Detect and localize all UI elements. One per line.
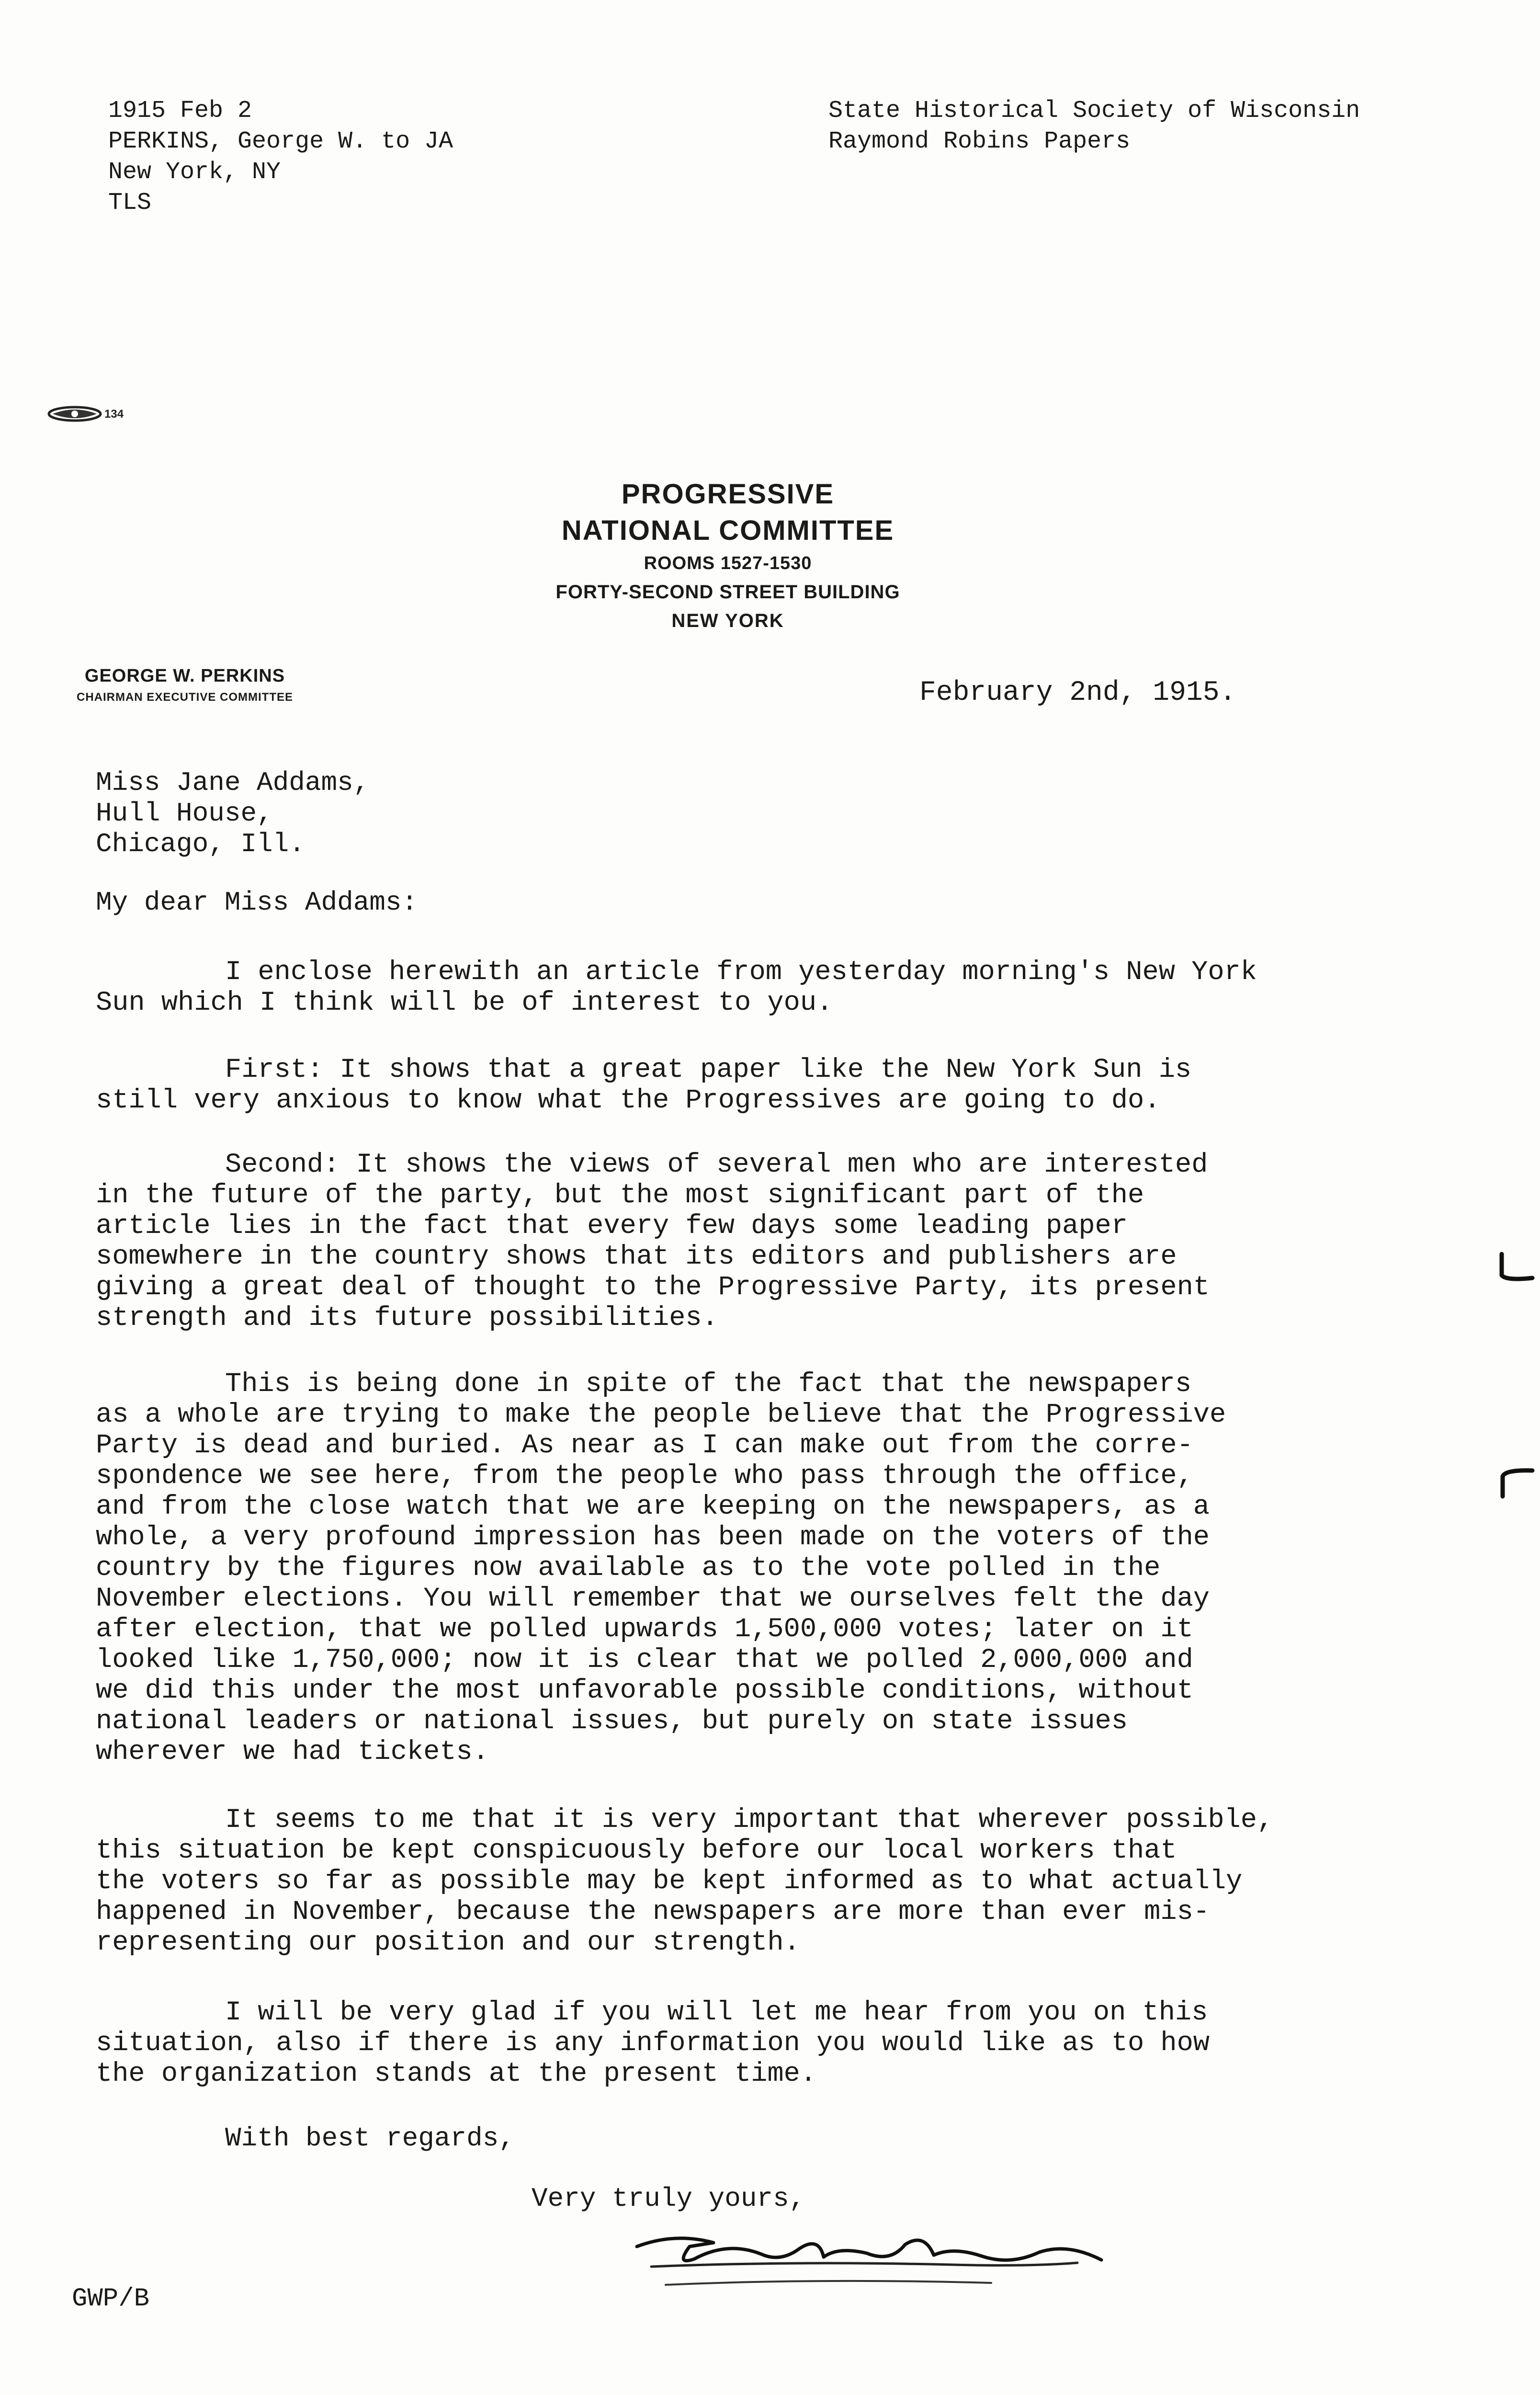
paragraph-line: country by the figures now available as to the vote polled in the: [96, 1553, 1161, 1584]
paragraph-line: the organization stands at the present time.: [96, 2059, 817, 2089]
paragraph-line: national leaders or national issues, but purely on state issues: [96, 1706, 1128, 1737]
paragraph-line: still very anxious to know what the Progressives are going to do.: [96, 1085, 1161, 1116]
paragraph-line: Sun which I think will be of interest to you.: [96, 988, 833, 1018]
paragraph-2: [96, 1055, 1370, 1116]
reference-initials: GWP/B: [72, 2284, 150, 2314]
paragraph-line: First: It shows that a great paper like the New York Sun is: [225, 1055, 1192, 1085]
paragraph-line: looked like 1,750,000; now it is clear that we polled 2,000,000 and: [96, 1645, 1193, 1676]
paragraph-1: [96, 957, 1370, 1018]
union-label-icon: [46, 403, 137, 424]
paragraph-6: [96, 1997, 1370, 2089]
letter-date: February 2nd, 1915.: [919, 677, 1236, 708]
archive-repository: State Historical Society of Wisconsin: [828, 97, 1360, 125]
paragraph-line: we did this under the most unfavorable possible conditions, without: [96, 1676, 1193, 1706]
paragraph-line: whole, a very profound impression has been made on the voters of the: [96, 1522, 1210, 1553]
archive-place: New York, NY: [108, 159, 281, 186]
paragraph-line: Party is dead and buried. As near as I can make out from the corre-: [96, 1430, 1193, 1461]
paragraph-line: November elections. You will remember that we ourselves felt the day: [96, 1584, 1210, 1614]
paragraph-line: It seems to me that it is very important that wherever possible,: [225, 1805, 1274, 1836]
handwritten-signature: [618, 2213, 1125, 2309]
salutation: My dear Miss Addams:: [96, 887, 418, 918]
paragraph-line: and from the close watch that we are keeping on the newspapers, as a: [96, 1492, 1210, 1522]
paragraph-line: as a whole are trying to make the people believe that the Progressive: [96, 1400, 1226, 1430]
margin-mark-icon: [1499, 1250, 1537, 1284]
paragraph-line: I will be very glad if you will let me hear from you on this: [225, 1997, 1208, 2028]
margin-mark-icon: [1499, 1466, 1537, 1499]
archive-source: [828, 96, 1360, 157]
archive-metadata: [108, 96, 453, 218]
paragraph-line: representing our position and our strength.: [96, 1927, 800, 1958]
paragraph-line: Second: It shows the views of several men who are interested: [225, 1150, 1208, 1180]
letterhead: [488, 476, 967, 635]
closing: [96, 2123, 515, 2154]
paragraph-line: article lies in the fact that every few days some leading paper: [96, 1211, 1128, 1242]
closing-text: With best regards,: [225, 2123, 515, 2154]
paragraph-line: spondence we see here, from the people who pass through the office,: [96, 1461, 1193, 1492]
sender-block: [41, 664, 328, 707]
paragraph-line: situation, also if there is any information you would like as to how: [96, 2028, 1210, 2059]
letterhead-rooms: ROOMS 1527-1530: [644, 553, 812, 573]
letterhead-org-line2: NATIONAL COMMITTEE: [561, 515, 895, 546]
address-line: Miss Jane Addams,: [96, 767, 370, 798]
paragraph-line: after election, that we polled upwards 1,500,000 votes; later on it: [96, 1614, 1193, 1645]
paragraph-4: [96, 1369, 1370, 1768]
paragraph-5: [96, 1805, 1370, 1958]
archive-doc-type: TLS: [108, 189, 152, 217]
paragraph-3: [96, 1150, 1370, 1334]
letterhead-org-line1: PROGRESSIVE: [621, 479, 835, 510]
paragraph-line: in the future of the party, but the most significant part of the: [96, 1180, 1144, 1211]
archive-correspondents: PERKINS, George W. to JA: [108, 128, 453, 155]
paragraph-line: this situation be kept conspicuously before our local workers that: [96, 1836, 1177, 1866]
paragraph-line: the voters so far as possible may be kept informed as to what actually: [96, 1866, 1243, 1897]
paragraph-line: I enclose herewith an article from yesterday morning's New York: [225, 957, 1257, 988]
address-line: Chicago, Ill.: [96, 829, 305, 859]
paragraph-line: somewhere in the country shows that its editors and publishers are: [96, 1242, 1177, 1272]
letterhead-building: FORTY-SECOND STREET BUILDING: [555, 582, 900, 603]
inside-address: [96, 767, 369, 859]
paragraph-line: This is being done in spite of the fact that the newspapers: [225, 1369, 1192, 1400]
ornament-number: 134: [104, 408, 124, 421]
paragraph-line: wherever we had tickets.: [96, 1737, 489, 1768]
letterhead-city: NEW YORK: [671, 610, 784, 631]
archive-date: 1915 Feb 2: [108, 97, 252, 125]
paragraph-line: giving a great deal of thought to the Progressive Party, its present: [96, 1272, 1210, 1303]
sign-off: Very truly yours,: [532, 2183, 805, 2214]
archive-collection: Raymond Robins Papers: [828, 128, 1131, 155]
paragraph-line: happened in November, because the newspapers are more than ever mis-: [96, 1897, 1210, 1927]
paragraph-line: strength and its future possibilities.: [96, 1303, 718, 1334]
address-line: Hull House,: [96, 798, 273, 829]
sender-title: CHAIRMAN EXECUTIVE COMMITTEE: [76, 691, 293, 704]
sender-name: GEORGE W. PERKINS: [84, 666, 285, 686]
